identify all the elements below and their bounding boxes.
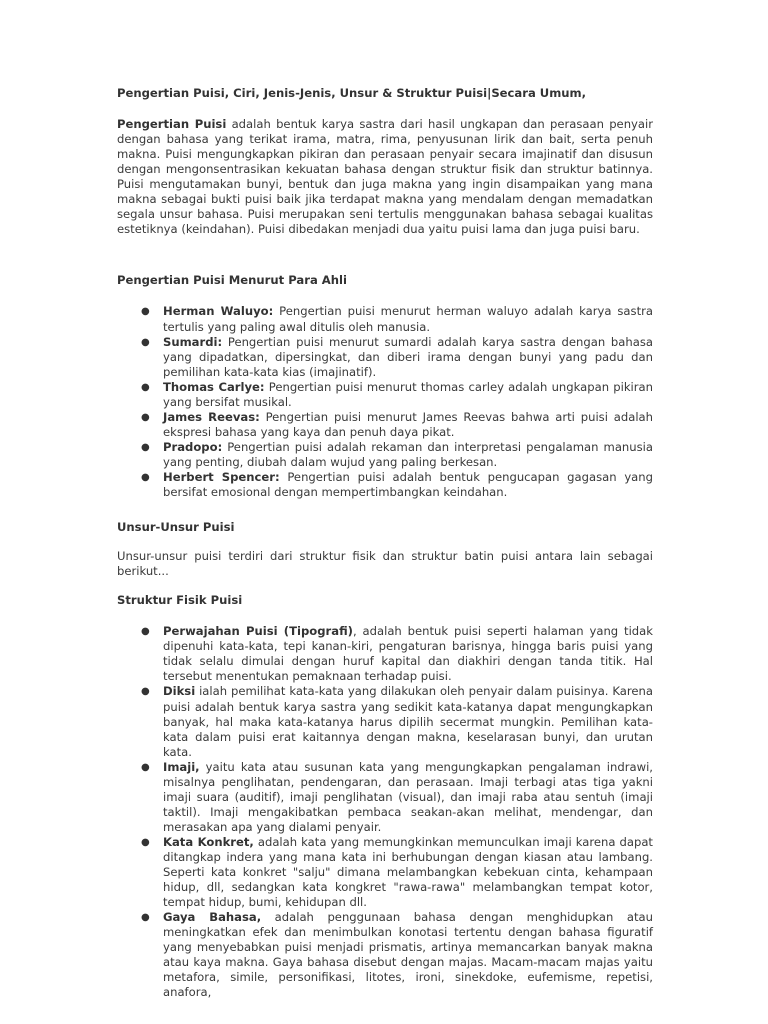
item-term: Herbert Spencer: — [163, 469, 280, 484]
item-text: adalah kata yang memungkinkan memunculkan imaji karena dapat ditangkap indera yang mana kata ini berhubungan dengan kiasan atau lambang. Seperti kata konkret "salju" dimana melambangkan kebekuan cinta, kehampaan hidup, dll, sedangkan kata kongkret "rawa-rawa" melambangkan tempat kotor, tempat hidup, bumi, kehidupan dll. — [163, 834, 653, 910]
item-term: Thomas Carlye: — [163, 379, 265, 394]
item-text: Pengertian puisi menurut sumardi adalah karya sastra dengan bahasa yang dipadatkan, dipersingkat, dan diberi irama dengan bunyi yang padu dan pemilihan kata-kata kias (imajinatif). — [163, 334, 653, 379]
unsur-heading: Unsur-Unsur Puisi — [117, 520, 235, 535]
item-text: Pengertian puisi adalah rekaman dan interpretasi pengalaman manusia yang penting, diubah dalam wujud yang paling berkesan. — [163, 439, 653, 469]
list-item — [117, 684, 653, 759]
intro-term: Pengertian Puisi — [117, 117, 227, 132]
bullet-icon: ● — [141, 411, 150, 423]
item-text: yaitu kata atau susunan kata yang mengungkapkan pengalaman indrawi, misalnya penglihatan, pendengaran, dan perasaan. Imaji terbagi atas tiga yakni imaji suara (auditif), imaji penglihatan (visual), dan imaji raba atau sentuh (imaji taktil). Imaji mengakibatkan pembaca seakan-akan melihat, mendengar, dan merasakan apa yang dialami penyair. — [163, 759, 653, 834]
intro-paragraph — [117, 117, 653, 237]
list-item — [117, 910, 653, 1000]
bullet-icon: ● — [141, 306, 150, 318]
intro-text: adalah bentuk karya sastra dari hasil ungkapan dan perasaan penyair dengan bahasa yang terikat irama, matra, rima, penyusunan lirik dan bait, serta penuh makna. Puisi mengungkapkan pikiran dan perasaan penyair secara imajinatif dan disusun dengan mengonsentrasikan kekuatan bahasa dengan struktur fisik dan struktur batinnya. Puisi mengutamakan bunyi, bentuk dan juga makna yang ingin disampaikan yang mana makna sebagai bukti puisi baik jika terdapat makna yang mendalam dengan memadatkan segala unsur bahasa. Puisi merupakan seni tertulis menggunakan bahasa sebagai kualitas estetiknya (keindahan). Puisi dibedakan menjadi dua yaitu puisi lama dan juga puisi baru. — [117, 117, 653, 237]
list-item — [117, 335, 653, 380]
item-text: Pengertian puisi menurut herman waluyo adalah karya sastra tertulis yang paling awal ditulis oleh manusia. — [163, 304, 653, 334]
item-term: Kata Konkret, — [163, 834, 254, 849]
bullet-icon: ● — [141, 912, 150, 924]
item-text: adalah penggunaan bahasa dengan menghidupkan atau meningkatkan efek dan menimbulkan konotasi tertentu dengan bahasa figuratif yang menyebabkan puisi menjadi prismatis, artinya memancarkan banyak makna atau kaya makna. Gaya bahasa disebut dengan majas. Macam-macam majas yaitu metafora, simile, personifikasi, litotes, ironi, sinekdoke, eufemisme, repetisi, anafora, — [163, 910, 653, 1000]
item-text: , adalah bentuk puisi seperti halaman yang tidak dipenuhi kata-kata, tepi kanan-kiri, pengaturan barisnya, hingga baris puisi yang tidak selalu dimulai dengan huruf kapital dan diakhiri dengan tanda titik. Hal tersebut menentukan pemaknaan terhadap puisi. — [163, 624, 653, 684]
item-term: Perwajahan Puisi (Tipografi) — [163, 624, 353, 639]
bullet-icon: ● — [141, 336, 150, 348]
bullet-icon: ● — [141, 761, 150, 773]
struktur-fisik-heading: Struktur Fisik Puisi — [117, 593, 243, 608]
item-term: Sumardi: — [163, 334, 223, 349]
list-item — [117, 440, 653, 470]
list-item — [117, 470, 653, 500]
list-item — [117, 304, 653, 334]
bullet-icon: ● — [141, 836, 150, 848]
list-item — [117, 380, 653, 410]
bullet-icon: ● — [141, 381, 150, 393]
list-item — [117, 624, 653, 684]
list-item — [117, 835, 653, 910]
item-text: Pengertian puisi menurut thomas carley adalah ungkapan pikiran yang bersifat musikal. — [163, 379, 653, 409]
bullet-icon: ● — [141, 471, 150, 483]
bullet-icon: ● — [141, 626, 150, 638]
ahli-list — [117, 304, 653, 500]
item-text: Pengertian puisi adalah bentuk pengucapan gagasan yang bersifat emosional dengan mempertimbangkan keindahan. — [163, 469, 653, 500]
unsur-paragraph: Unsur-unsur puisi terdiri dari struktur fisik dan struktur batin puisi antara lain sebagai berikut... — [117, 549, 653, 579]
item-term: Imaji, — [163, 759, 200, 774]
document-content — [117, 86, 653, 1000]
bullet-icon: ● — [141, 441, 150, 453]
item-term: Pradopo: — [163, 439, 223, 454]
item-text: Pengertian puisi menurut James Reevas bahwa arti puisi adalah ekspresi bahasa yang kaya dan penuh daya pikat. — [163, 409, 654, 439]
list-item — [117, 760, 653, 835]
ahli-heading: Pengertian Puisi Menurut Para Ahli — [117, 273, 347, 288]
item-term: James Reevas: — [163, 409, 260, 424]
page-title: Pengertian Puisi, Ciri, Jenis-Jenis, Unsur & Struktur Puisi|Secara Umum, — [117, 86, 587, 100]
item-text: ialah pemilihat kata-kata yang dilakukan oleh penyair dalam puisinya. Karena puisi adalah bentuk karya sastra yang sedikit kata-katanya dapat mengungkapkan banyak, hal maka kata-katanya harus dipilih secermat mungkin. Pemilihan kata-kata dalam puisi erat kaitannya dengan makna, keselarasan bunyi, dan urutan kata. — [163, 684, 653, 759]
item-term: Gaya Bahasa, — [163, 910, 262, 925]
list-item — [117, 410, 653, 440]
item-term: Herman Waluyo: — [163, 304, 274, 319]
bullet-icon: ● — [141, 686, 150, 698]
item-term: Diksi — [163, 684, 196, 699]
struktur-fisik-list — [117, 624, 653, 1000]
